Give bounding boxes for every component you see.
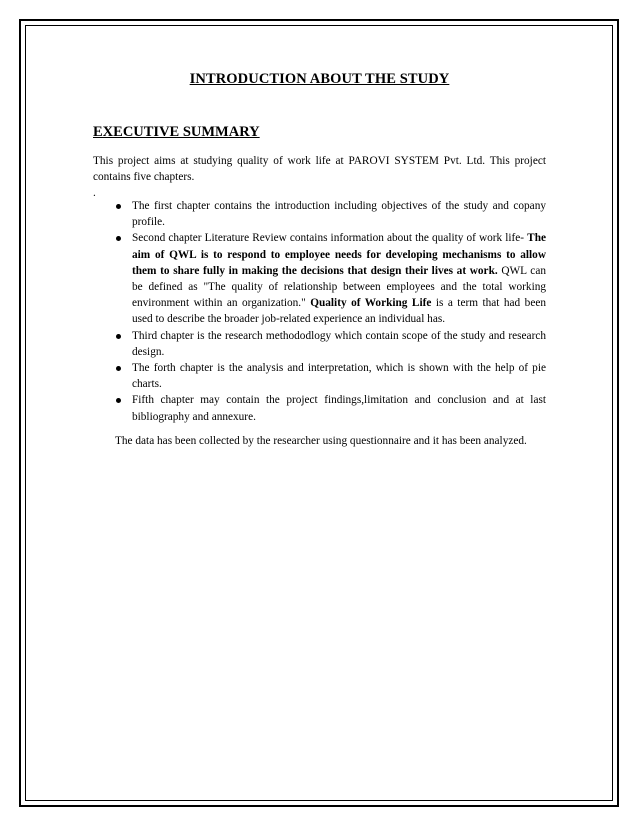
list-item-text: Third chapter is the research methododlogy which contain scope of the study and research design. bbox=[132, 329, 546, 358]
bullet-icon bbox=[116, 334, 121, 339]
list-item bbox=[93, 230, 546, 327]
list-item-bold-text: Quality of Working Life bbox=[310, 297, 432, 310]
document-title bbox=[93, 70, 546, 88]
bullet-icon bbox=[116, 366, 121, 371]
document-title-text: INTRODUCTION ABOUT THE STUDY bbox=[189, 71, 450, 87]
list-item-bold-text: The aim of QWL is to respond to employee needs for developing mechanisms to allow them to share fully in making the decisions that design their lives at work. bbox=[132, 232, 546, 277]
section-heading: EXECUTIVE SUMMARY bbox=[93, 124, 260, 140]
list-item bbox=[93, 360, 546, 392]
bullet-icon bbox=[116, 204, 121, 209]
chapter-list bbox=[93, 198, 546, 425]
bullet-icon bbox=[116, 398, 121, 403]
list-item-text: The first chapter contains the introduction including objectives of the study and copany profile. bbox=[132, 200, 546, 229]
list-item bbox=[93, 392, 546, 424]
list-item-text: Second chapter Literature Review contains information about the quality of work life- bbox=[132, 232, 528, 245]
list-item-text: Fifth chapter may contain the project findings,limitation and conclusion and at last bibliography and annexure. bbox=[132, 394, 546, 423]
list-item-text: is a term that had been used to describe the broader job-related experience an individual has. bbox=[132, 297, 546, 326]
bullet-icon bbox=[116, 236, 121, 241]
intro-paragraph: This project aims at studying quality of work life at PAROVI SYSTEM Pvt. Ltd. This project contains five chapters. bbox=[93, 155, 546, 184]
list-item bbox=[93, 328, 546, 360]
closing-paragraph: The data has been collected by the researcher using questionnaire and it has been analyzed. bbox=[115, 435, 527, 447]
list-item-text: QWL can be defined as "The quality of relationship between employees and the total working environment within an organization." bbox=[132, 264, 546, 310]
stray-mark: . bbox=[93, 187, 96, 199]
list-item bbox=[93, 198, 546, 230]
list-item-text: The forth chapter is the analysis and interpretation, which is shown with the help of pie charts. bbox=[132, 362, 546, 391]
